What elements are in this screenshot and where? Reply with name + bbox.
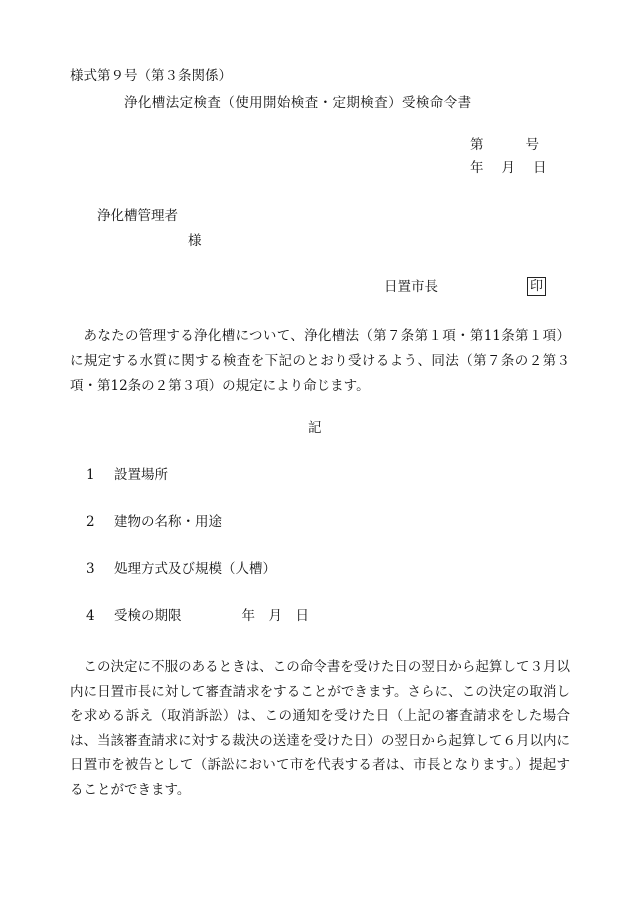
- document-title: 浄化槽法定検査（使用開始検査・定期検査）受検命令書: [124, 95, 472, 111]
- issue-date-line: [470, 162, 547, 176]
- seal-mark: 印: [527, 277, 546, 296]
- number-dai-label: 第: [470, 137, 484, 153]
- addressee-label: 浄化槽管理者: [97, 208, 178, 224]
- appeal-notice: [70, 655, 570, 802]
- date-day-label: 日: [533, 160, 547, 176]
- item-installation-location: [86, 469, 168, 483]
- number-go-label: 号: [525, 137, 539, 153]
- item-label: 設置場所: [114, 467, 168, 483]
- item-number: 3: [86, 561, 95, 577]
- item-treatment-method: [86, 563, 276, 577]
- item-number: 2: [86, 514, 95, 530]
- item-number: 1: [86, 467, 95, 483]
- order-paragraph: あなたの管理する浄化槽について、浄化槽法（第７条第１項・第11条第１項）に規定する水質に関する検査を下記のとおり受けるよう、同法（第７条の２第３項・第12条の２第３項）の規定により命じます。: [70, 328, 570, 394]
- deadline-date: 年 月 日: [241, 608, 309, 624]
- appeal-notice-paragraph: この決定に不服のあるときは、この命令書を受けた日の翌日から起算して３月以内に日置市長に対して審査請求をすることができます。さらに、この決定の取消しを求める訴え（取消訴訟）は、この通知を受けた日（上記の審査請求をした場合は、当該審査請求に対する裁決の送達を受けた日）の翌日から起算して６月以内に日置市を被告として（訴訟において市を代表する者は、市長となります。）提起することができます。: [70, 659, 570, 798]
- ki-heading: 記: [308, 420, 322, 436]
- addressee-honorific: 様: [188, 233, 202, 249]
- item-inspection-deadline: [86, 610, 309, 624]
- item-label: 建物の名称・用途: [114, 514, 222, 530]
- item-label: 処理方式及び規模（人槽）: [114, 561, 276, 577]
- date-year-label: 年: [470, 160, 484, 176]
- item-label: 受検の期限: [114, 608, 182, 624]
- form-number: 様式第９号（第３条関係）: [70, 68, 232, 84]
- item-building-name-use: [86, 516, 222, 530]
- item-number: 4: [86, 608, 95, 624]
- order-body: [70, 324, 570, 399]
- date-month-label: 月: [501, 160, 515, 176]
- document-number-line: [470, 139, 539, 153]
- issuer-title: 日置市長: [384, 279, 438, 295]
